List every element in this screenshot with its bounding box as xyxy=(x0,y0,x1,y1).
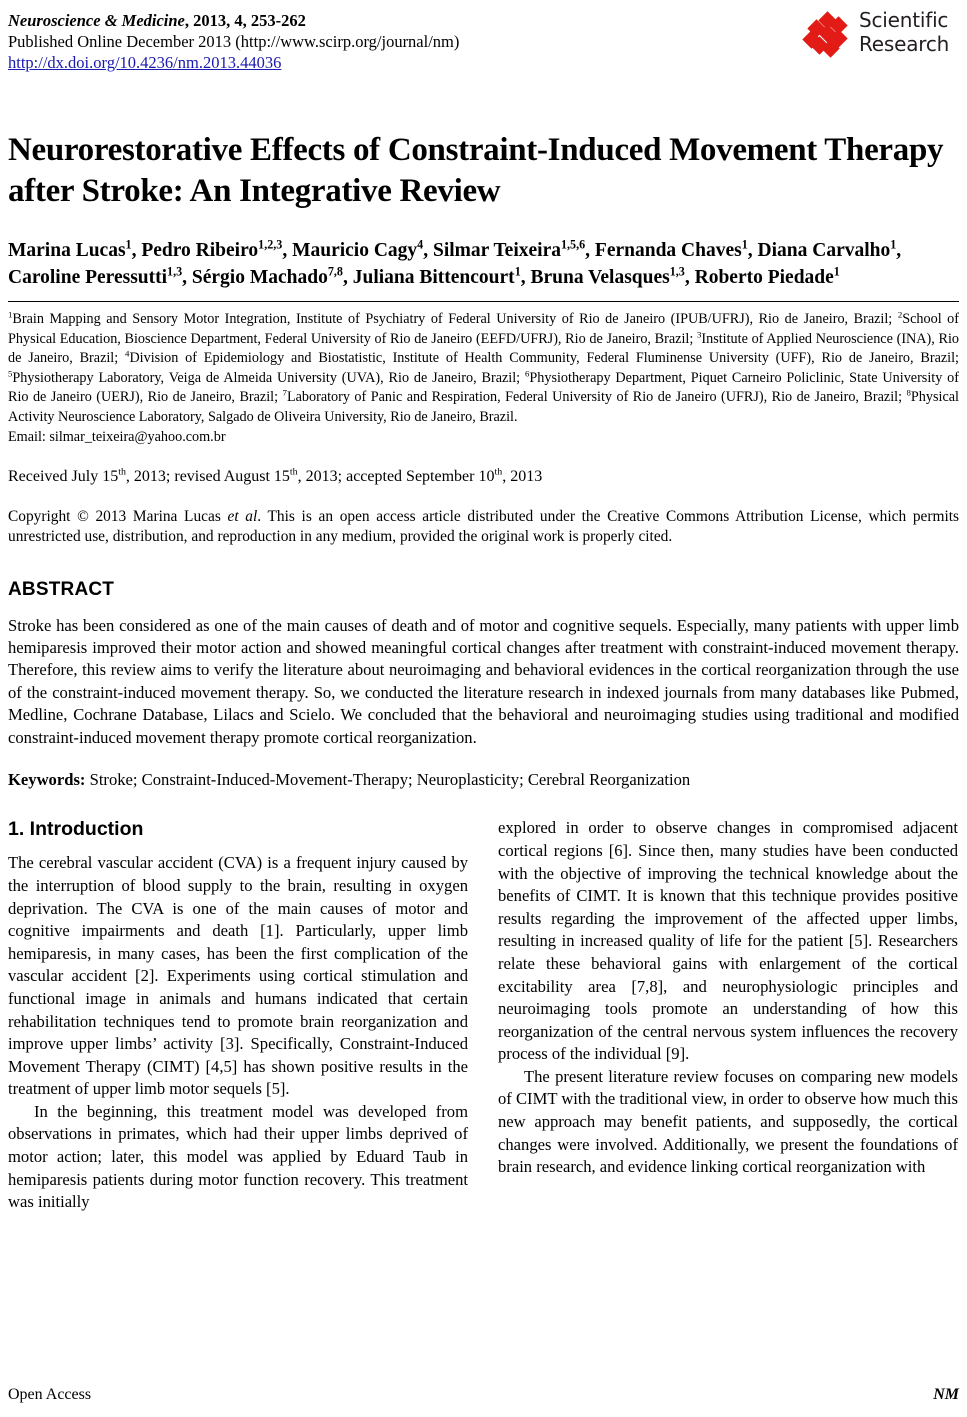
article-title: Neurorestorative Effects of Constraint-Induced Movement Therapy after Stroke: An Integrative Review xyxy=(8,132,944,209)
author-affiliation-marker: 1 xyxy=(833,264,840,278)
section-heading-introduction: 1. Introduction xyxy=(8,818,144,841)
abstract-heading: ABSTRACT xyxy=(8,578,115,600)
affiliation-marker: 3 xyxy=(696,328,702,339)
author-affiliation-marker: 1 xyxy=(741,237,748,252)
affiliation-text: Physical Activity Neuroscience Laboratory, Salgado de Oliveira University, Rio de Janeiro, Brazil. xyxy=(8,389,959,425)
author-affiliation-marker: 4 xyxy=(417,237,424,252)
header-divider-rule xyxy=(8,301,959,302)
keywords-value: Stroke; Constraint-Induced-Movement-Therapy; Neuroplasticity; Cerebral Reorganization xyxy=(85,769,691,789)
copyright-et-al: et al xyxy=(227,507,258,525)
masthead xyxy=(8,10,959,82)
author-name: Diana Carvalho xyxy=(757,240,891,261)
scientific-research-logo xyxy=(777,10,957,66)
author-name: Silmar Teixeira xyxy=(432,240,561,261)
affiliation-marker: 7 xyxy=(282,387,287,398)
author-name: Mauricio Cagy xyxy=(292,240,418,261)
date-ordinal: th xyxy=(494,466,503,478)
author-affiliation-marker: 1 xyxy=(514,264,521,278)
author-name: Marina Lucas xyxy=(8,240,126,261)
affiliation-marker: 5 xyxy=(8,367,13,378)
date-ordinal: th xyxy=(118,466,126,478)
paragraph: The cerebral vascular accident (CVA) is a frequent injury caused by the interruption of blood supply to the brain, resulting in oxygen deprivation. The CVA is one of the main causes of motor and cognitive impairments and death [1]. Particularly, upper limb hemiparesis, in many cases, has been the first complication of the vascular accident [2]. Experiments using cortical stimulation and functional image in animals and humans indicated that certain rehabilitation techniques tend to promote brain reorganization and improve upper limbs’ activity [3]. Specifically, Constraint-Induced Movement Therapy (CIMT) [4,5] has shown positive results in the treatment of upper limb motor sequels [5]. xyxy=(8,853,468,1099)
logo-line-1: Scientific xyxy=(859,8,949,32)
footer-open-access-label: Open Access xyxy=(8,1386,92,1403)
body-columns xyxy=(8,817,959,1214)
copyright-notice xyxy=(8,507,959,548)
page-footer xyxy=(8,1385,959,1405)
author-affiliation-marker: 1 xyxy=(890,237,897,252)
author-affiliation-marker: 1 xyxy=(125,237,132,252)
published-online-line: Published Online December 2013 (http://www.scirp.org/journal/nm) xyxy=(8,32,460,51)
paragraph: The present literature review focuses on comparing new models of CIMT with the traditional view, in order to observe how much this new approach may benefit patients, and supposedly, the cortical changes were involved. Additionally, we present the foundations of brain research, and evidence linking cortical reorganization with xyxy=(498,1066,958,1177)
affiliation-marker: 4 xyxy=(125,348,130,359)
right-column xyxy=(498,817,958,1214)
affiliation-text: School of Physical Education, Bioscience Department, Federal University of Rio de Janeiro (EEFD/UFRJ), Rio de Janeiro, Brazil; xyxy=(8,311,960,347)
corresponding-email: Email: silmar_teixeira@yahoo.com.br xyxy=(8,429,226,445)
date-year: , 2013 xyxy=(502,467,543,485)
affiliation-marker: 2 xyxy=(897,309,903,320)
affiliation-marker: 6 xyxy=(524,367,530,378)
affiliation-text: Laboratory of Panic and Respiration, Federal University of Rio de Janeiro (UFRJ), Rio de Janeiro, Brazil; xyxy=(286,389,907,405)
article-dates xyxy=(8,466,959,487)
author-name: Roberto Piedade xyxy=(694,266,834,288)
affiliation-list xyxy=(8,310,959,427)
date-received: Received July 15 xyxy=(8,467,119,485)
affiliation-text: Brain Mapping and Sensory Motor Integration, Institute of Psychiatry of Federal University of Rio de Janeiro (IPUB/UFRJ), Rio de Janeiro, Brazil; xyxy=(12,311,898,327)
date-ordinal: th xyxy=(289,466,298,478)
author-name: Bruna Velasques xyxy=(530,266,670,288)
author-name: Pedro Ribeiro xyxy=(141,240,259,261)
journal-name: Neuroscience & Medicine xyxy=(8,11,185,30)
doi-link[interactable]: http://dx.doi.org/10.4236/nm.2013.44036 xyxy=(8,53,282,72)
affiliation-text: Division of Epidemiology and Biostatistic, Institute of Health Community, Federal Fluminense University (UFF), Rio de Janeiro, Brazil; xyxy=(129,350,960,366)
affiliation-text: Physiotherapy Department, Piquet Carneiro Policlinic, State University of Rio de Janeiro (UERJ), Rio de Janeiro, Brazil; xyxy=(8,369,959,405)
abstract-body: Stroke has been considered as one of the main causes of death and of motor and cognitive sequels. Especially, many patients with upper limb hemiparesis improved their motor action and showed meaningful cortical changes after treatment with constraint-induced movement therapy. Therefore, this review aims to verify the literature about neuroimaging and behavioral evidences in the cortical reorganization through the use of the constraint-induced movement therapy. So, we conducted the literature research in indexed journals from many databases like Pubmed, Medline, Cochrane Database, Lilacs and Scielo. We concluded that the behavioral and neuroimaging studies using traditional and modified constraint-induced movement therapy promote cortical reorganization. xyxy=(8,615,959,747)
copyright-text-after: . This is an open access article distributed under the Creative Commons Attribution License, which permits unrestricted use, distribution, and reproduction in any medium, provided the original work is properly cited. xyxy=(8,507,959,545)
logo-diamond-mark-icon xyxy=(805,14,851,56)
author-name: Fernanda Chaves xyxy=(594,240,742,261)
keywords-line xyxy=(8,769,959,791)
author-list: Marina Lucas$^1$, Pedro Ribeiro$^{1,2,3}$, Mauricio Cagy$^4$, Silmar Teixeira$^{1,5,6}$, Fernanda Chaves$^1$, Diana Carvalho$^1$, Caroline Peressutti$^{1,3}$, Sérgio Machado$^{7,8}$, Juliana Bittencourt$^1$, Bruna Velasques$^{1,3}$, Roberto Piedade$^1$ xyxy=(8,237,902,288)
logo-line-2: Research xyxy=(859,32,950,56)
date-revised: , 2013; revised August 15 xyxy=(125,467,290,485)
author-affiliation-marker: 1,3 xyxy=(669,264,685,278)
footer-journal-abbrev: NM xyxy=(933,1386,959,1403)
date-accepted: , 2013; accepted September 10 xyxy=(297,467,495,485)
author-affiliation-marker: 1,5,6 xyxy=(561,237,586,252)
author-affiliation-marker: 7,8 xyxy=(327,264,343,278)
copyright-text-before: Copyright © 2013 Marina Lucas xyxy=(8,507,228,525)
journal-issue: , 2013, 4, 253-262 xyxy=(184,11,306,30)
paragraph: In the beginning, this treatment model was developed from observations in primates, which had their upper limbs deprived of motor action; later, this model was applied by Eduard Taub in hemiparesis patients during motor function recovery. This treatment was initially xyxy=(8,1101,468,1212)
affiliation-marker: 1 xyxy=(8,309,13,320)
page-content xyxy=(8,10,959,1214)
author-affiliation-marker: 1,3 xyxy=(167,264,183,278)
author-name: Caroline Peressutti xyxy=(8,266,168,288)
logo-wordmark xyxy=(859,8,949,56)
left-column xyxy=(8,817,468,1214)
keywords-label: Keywords: xyxy=(8,769,86,789)
affiliation-marker: 8 xyxy=(906,387,911,398)
author-name: Juliana Bittencourt xyxy=(352,266,515,288)
author-affiliation-marker: 1,2,3 xyxy=(258,237,283,252)
affiliation-text: Physiotherapy Laboratory, Veiga de Almeida University (UVA), Rio de Janeiro, Brazil; xyxy=(12,369,525,386)
author-name: Sérgio Machado xyxy=(191,266,328,288)
paragraph: explored in order to observe changes in compromised adjacent cortical regions [6]. Since then, many studies have been conducted with the objective of improving the technical knowledge about the benefits of CIMT. It is known that this technique provides positive results regarding the improvement of the affected upper limbs, resulting in increased quality of life for the patient [5]. Researchers relate these behavioral gains with enlargement of the cortical excitability area [7,8], and neurophysiologic principles and neuroimaging tools promote an understanding of how this reorganization of the central nervous system influences the recovery process of the individual [9]. xyxy=(498,818,958,1064)
affiliation-text: Institute of Applied Neuroscience (INA), Rio de Janeiro, Brazil; xyxy=(8,330,959,366)
